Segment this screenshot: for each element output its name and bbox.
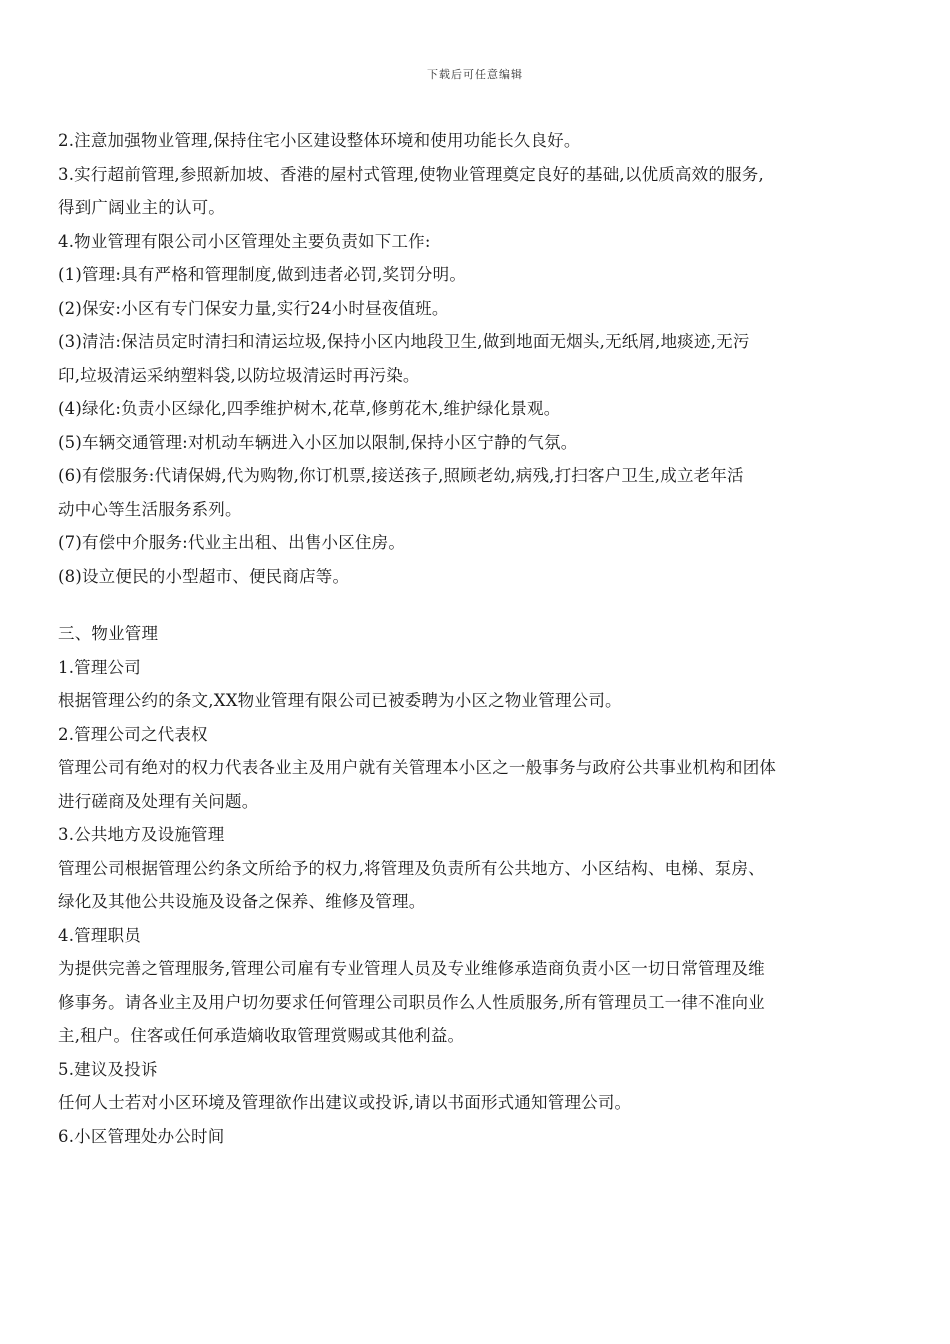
list-item: (3)清洁:保洁员定时清扫和清运垃圾,保持小区内地段卫生,做到地面无烟头,无纸屑,地痰迹,无污 <box>58 332 750 351</box>
document-body <box>58 124 894 1153</box>
paragraph-line: 绿化及其他公共设施及设备之保养、维修及管理。 <box>58 892 426 911</box>
paragraph-line: 得到广阔业主的认可。 <box>58 198 225 217</box>
paragraph-line: 管理公司根据管理公约条文所给予的权力,将管理及负责所有公共地方、小区结构、电梯、泵房、 <box>58 858 765 878</box>
subsection-heading: 4.管理职员 <box>58 925 141 945</box>
subsection-heading: 6.小区管理处办公时间 <box>58 1126 225 1146</box>
paragraph-line: 任何人士若对小区环境及管理欲作出建议或投诉,请以书面形式通知管理公司。 <box>58 1093 632 1112</box>
list-item: (2)保安:小区有专门保安力量,实行24小时昼夜值班。 <box>58 298 449 318</box>
paragraph-line: 动中心等生活服务系列。 <box>58 499 242 519</box>
list-item: (8)设立便民的小型超市、便民商店等。 <box>58 566 350 586</box>
paragraph-line: 修事务。请各业主及用户切勿要求任何管理公司职员作么人性质服务,所有管理员工一律不准向业 <box>58 992 765 1012</box>
paragraph-line: 印,垃圾清运采纳塑料袋,以防垃圾清运时再污染。 <box>58 365 420 385</box>
list-item: (1)管理:具有严格和管理制度,做到违者必罚,奖罚分明。 <box>58 265 467 284</box>
paragraph-line: 管理公司有绝对的权力代表各业主及用户就有关管理本小区之一般事务与政府公共事业机构和团体 <box>58 758 777 777</box>
list-item: (7)有偿中介服务:代业主出租、出售小区住房。 <box>58 533 406 552</box>
subsection-heading: 5.建议及投诉 <box>58 1059 158 1079</box>
paragraph-line: 3.实行超前管理,参照新加坡、香港的屋村式管理,使物业管理奠定良好的基础,以优质高效的服务, <box>58 164 764 184</box>
paragraph-line: 根据管理公约的条文,XX物业管理有限公司已被委聘为小区之物业管理公司。 <box>58 691 622 710</box>
subsection-heading: 3.公共地方及设施管理 <box>58 825 225 844</box>
paragraph-line: 为提供完善之管理服务,管理公司雇有专业管理人员及专业维修承造商负责小区一切日常管理及维 <box>58 959 765 978</box>
list-item: (5)车辆交通管理:对机动车辆进入小区加以限制,保持小区宁静的气氛。 <box>58 432 578 452</box>
paragraph-line: 4.物业管理有限公司小区管理处主要负责如下工作: <box>58 231 431 251</box>
section-heading: 三、物业管理 <box>58 624 159 643</box>
paragraph-line: 主,租户。住客或任何承造熵收取管理赏赐或其他利益。 <box>58 1026 465 1045</box>
paragraph-gap <box>58 593 894 617</box>
paragraph-line: 进行磋商及处理有关问题。 <box>58 791 259 811</box>
paragraph-line: 2.注意加强物业管理,保持住宅小区建设整体环境和使用功能长久良好。 <box>58 131 581 150</box>
list-item: (4)绿化:负责小区绿化,四季维护树木,花草,修剪花木,维护绿化景观。 <box>58 399 561 418</box>
list-item: (6)有偿服务:代请保姆,代为购物,你订机票,接送孩子,照顾老幼,病残,打扫客户卫生,成立老年活 <box>58 466 744 485</box>
subsection-heading: 1.管理公司 <box>58 657 141 677</box>
subsection-heading: 2.管理公司之代表权 <box>58 724 208 744</box>
page-header: 下载后可任意编辑 <box>427 68 523 81</box>
